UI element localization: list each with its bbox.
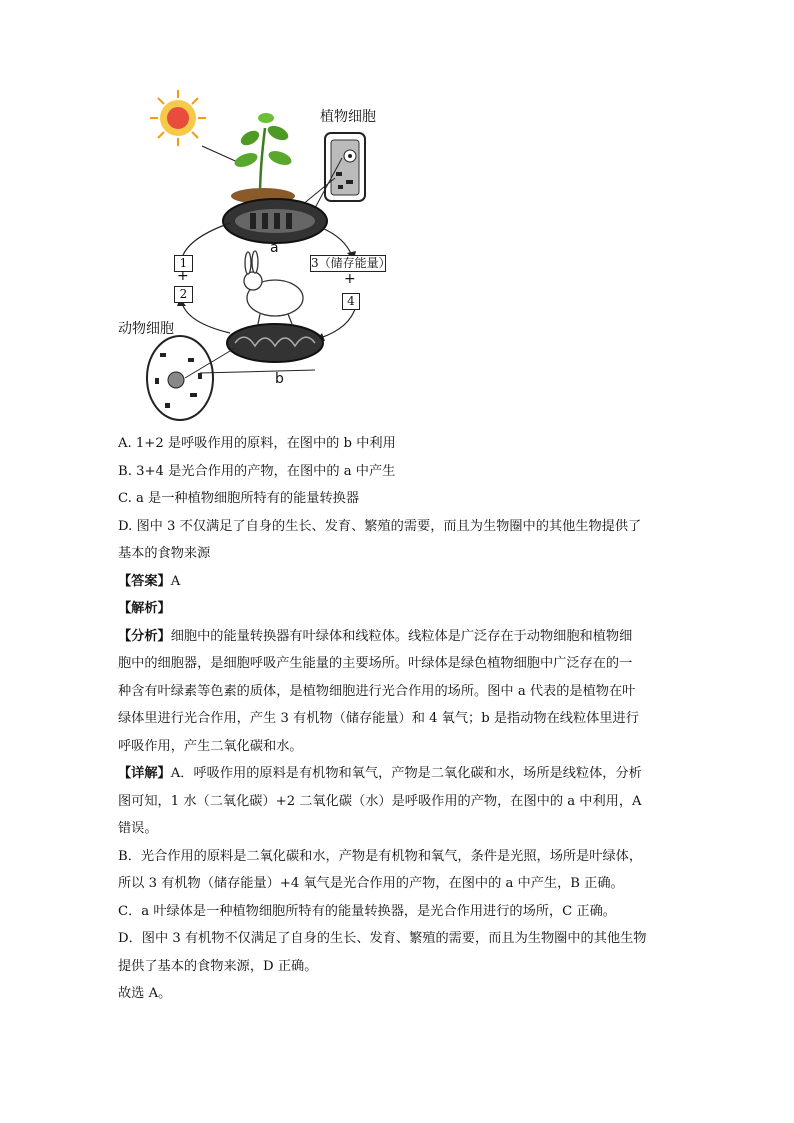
detail-line5: 所以 3 有机物（储存能量）+4 氧气是光合作用的产物，在图中的 a 中产生，B 正确。 — [118, 876, 624, 891]
analysis-label: 【分析】 — [118, 628, 171, 644]
plant-cell-label: 植物细胞 — [320, 109, 376, 125]
box-2: 2 — [174, 286, 193, 303]
answer-value: A — [170, 573, 181, 589]
plant-icon — [231, 113, 295, 204]
detail-line2: 图可知，1 水（二氧化碳）+2 二氧化碳（水）是呼吸作用的产物，在图中的 a 中利用，A — [118, 793, 642, 809]
detail-line6: C．a 叶绿体是一种植物细胞所特有的能量转换器，是光合作用进行的场所，C 正确。 — [118, 903, 616, 919]
mitochondrion-icon — [227, 324, 323, 362]
animal-cell-label: 动物细胞 — [118, 321, 174, 337]
detail-line3: 错误。 — [118, 821, 158, 836]
analysis-line5: 呼吸作用，产生二氧化碳和水。 — [118, 738, 303, 754]
box-3: 3（储存能量） — [311, 256, 391, 270]
chloroplast-icon — [223, 199, 327, 243]
analysis-line2: 胞中的细胞器，是细胞呼吸产生能量的主要场所。叶绿体是绿色植物细胞中广泛存在的一 — [118, 656, 633, 671]
option-c: C. a 是一种植物细胞所特有的能量转换器 — [118, 491, 360, 506]
biology-figure — [110, 88, 410, 428]
plus-left: + — [177, 268, 189, 284]
detail-line7: D．图中 3 有机物不仅满足了自身的生长、发育、繁殖的需要，而且为生物圈中的其他生物 — [118, 931, 647, 946]
analysis-title: 【解析】 — [118, 601, 171, 616]
label-a: a — [270, 240, 279, 256]
option-d-line1: D. 图中 3 不仅满足了自身的生长、发育、繁殖的需要，而且为生物圈中的其他生物提供了 — [118, 518, 642, 534]
plant-cell-icon — [325, 133, 365, 201]
box-1: 1 — [174, 255, 193, 272]
option-a: A. 1+2 是呼吸作用的原料，在图中的 b 中利用 — [118, 436, 396, 451]
question-text — [118, 430, 678, 1008]
label-b: b — [275, 371, 284, 387]
box-4: 4 — [342, 293, 360, 310]
answer-label: 【答案】 — [118, 573, 171, 589]
analysis-line4: 绿体里进行光合作用，产生 3 有机物（储存能量）和 4 氧气；b 是指动物在线粒体里进行 — [118, 711, 639, 726]
option-d-line2: 基本的食物来源 — [118, 546, 211, 561]
analysis-line3: 种含有叶绿素等色素的质体，是植物细胞进行光合作用的场所。图中 a 代表的是植物在叶 — [118, 683, 636, 699]
analysis-line1 — [118, 623, 678, 651]
answer-line — [118, 568, 678, 596]
detail-text1: A．呼吸作用的原料是有机物和氧气，产物是二氧化碳和水，场所是线粒体，分析 — [170, 766, 642, 781]
rabbit-icon — [244, 251, 303, 324]
detail-label: 【详解】 — [118, 766, 171, 781]
detail-line4: B．光合作用的原料是二氧化碳和水，产物是有机物和氧气，条件是光照，场所是叶绿体， — [118, 848, 642, 864]
option-b: B. 3+4 是光合作用的产物，在图中的 a 中产生 — [118, 463, 396, 479]
detail-line9: 故选 A。 — [118, 986, 172, 1001]
analysis-text1: 细胞中的能量转换器有叶绿体和线粒体。线粒体是广泛存在于动物细胞和植物细 — [170, 628, 633, 644]
sun-icon — [150, 90, 206, 146]
detail-line8: 提供了基本的食物来源，D 正确。 — [118, 958, 318, 974]
detail-line1 — [118, 760, 678, 788]
animal-cell-icon — [147, 336, 213, 420]
plus-right: + — [344, 271, 356, 287]
